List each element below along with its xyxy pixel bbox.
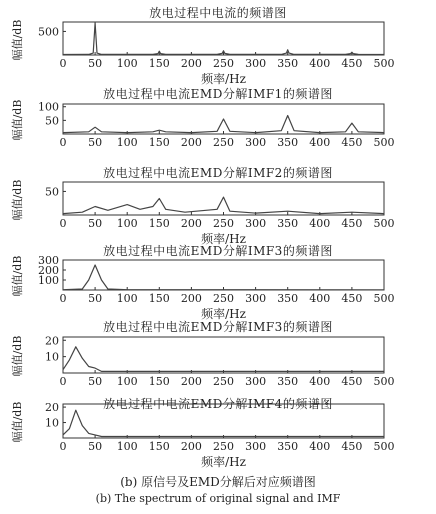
x-tick-label: 300 (245, 292, 267, 305)
chart-title: 放电过程中电流EMD分解IMF4的频谱图 (103, 397, 333, 411)
x-tick-label: 100 (116, 57, 138, 70)
x-tick-label: 400 (309, 375, 331, 388)
caption-en: (b) The spectrum of original signal and IMF (95, 492, 341, 505)
x-tick-label: 300 (245, 136, 267, 149)
chart-title: 放电过程中电流EMD分解IMF2的频谱图 (103, 166, 333, 180)
x-tick-label: 0 (59, 292, 67, 305)
plot-frame (63, 404, 384, 438)
x-axis-label: 频率/Hz (201, 307, 246, 321)
x-tick-label: 350 (277, 217, 299, 230)
x-tick-label: 450 (341, 440, 363, 453)
x-tick-label: 500 (373, 375, 395, 388)
x-tick-label: 100 (116, 217, 138, 230)
y-tick-label: 10 (45, 350, 59, 364)
x-tick-label: 150 (148, 136, 170, 149)
x-tick-label: 400 (309, 136, 331, 149)
x-tick-label: 200 (180, 217, 202, 230)
y-axis-label: 幅值/dB (11, 255, 24, 297)
x-tick-label: 400 (309, 217, 331, 230)
x-tick-label: 350 (277, 136, 299, 149)
x-tick-label: 200 (180, 57, 202, 70)
y-tick-label: 10 (45, 416, 59, 430)
x-tick-label: 500 (373, 292, 395, 305)
x-tick-label: 300 (245, 217, 267, 230)
x-tick-label: 0 (59, 57, 67, 70)
x-tick-label: 350 (277, 292, 299, 305)
x-tick-label: 150 (148, 57, 170, 70)
y-axis-label: 幅值/dB (11, 179, 24, 220)
x-tick-label: 0 (59, 440, 67, 453)
x-tick-label: 50 (88, 440, 103, 453)
x-tick-label: 250 (213, 292, 234, 305)
x-tick-label: 250 (213, 217, 234, 230)
chart-title: 放电过程中电流的频谱图 (149, 6, 287, 20)
y-tick-label: 500 (38, 25, 59, 39)
x-tick-label: 500 (373, 217, 395, 230)
x-tick-label: 0 (59, 217, 67, 230)
x-tick-label: 50 (88, 217, 103, 230)
x-tick-label: 450 (341, 292, 363, 305)
x-tick-label: 200 (180, 136, 202, 149)
x-tick-label: 450 (341, 375, 363, 388)
x-tick-label: 50 (88, 136, 103, 149)
x-tick-label: 250 (213, 57, 234, 70)
x-tick-label: 150 (148, 217, 170, 230)
y-tick-label: 300 (38, 254, 59, 267)
x-tick-label: 50 (88, 375, 103, 388)
x-axis-label: 频率/Hz (201, 455, 246, 469)
x-tick-label: 500 (373, 57, 395, 70)
x-tick-label: 200 (180, 292, 202, 305)
x-tick-label: 400 (309, 440, 331, 453)
y-tick-label: 100 (38, 100, 59, 114)
x-tick-label: 50 (88, 292, 103, 305)
x-tick-label: 350 (277, 440, 299, 453)
x-tick-label: 500 (373, 136, 395, 149)
x-tick-label: 450 (341, 136, 363, 149)
x-tick-label: 400 (309, 57, 331, 70)
y-tick-label: 20 (45, 334, 59, 348)
x-tick-label: 300 (245, 57, 267, 70)
y-axis-label: 幅值/dB (11, 99, 24, 141)
x-axis-label: 频率/Hz (201, 232, 246, 246)
x-axis-label: 频率/Hz (201, 72, 246, 86)
x-tick-label: 100 (116, 375, 138, 388)
caption-cn: (b) 原信号及EMD分解后对应频谱图 (120, 475, 316, 489)
chart-title: 放电过程中电流EMD分解IMF3的频谱图 (103, 244, 333, 258)
x-tick-label: 200 (180, 375, 202, 388)
y-tick-label: 100 (38, 274, 59, 287)
y-tick-label: 50 (45, 185, 59, 199)
x-tick-label: 100 (116, 136, 138, 149)
x-tick-label: 350 (277, 375, 299, 388)
x-tick-label: 300 (245, 440, 267, 453)
y-tick-label: 50 (45, 114, 59, 128)
x-tick-label: 250 (213, 375, 234, 388)
x-tick-label: 0 (59, 375, 67, 388)
x-tick-label: 50 (88, 57, 103, 70)
y-axis-label: 幅值/dB (11, 19, 24, 60)
y-axis-label: 幅值/dB (11, 401, 24, 443)
x-tick-label: 300 (245, 375, 267, 388)
x-tick-label: 350 (277, 57, 299, 70)
x-tick-label: 500 (373, 440, 395, 453)
x-tick-label: 450 (341, 217, 363, 230)
x-tick-label: 0 (59, 136, 67, 149)
spectrum-line (63, 410, 384, 436)
x-tick-label: 100 (116, 292, 138, 305)
x-tick-label: 400 (309, 292, 331, 305)
y-tick-label: 200 (38, 264, 59, 277)
x-tick-label: 150 (148, 375, 170, 388)
y-tick-label: 20 (45, 401, 59, 415)
x-tick-label: 150 (148, 440, 170, 453)
y-axis-label: 幅值/dB (11, 335, 24, 377)
x-tick-label: 450 (341, 57, 363, 70)
x-tick-label: 250 (213, 440, 234, 453)
x-tick-label: 200 (180, 440, 202, 453)
x-tick-label: 100 (116, 440, 138, 453)
chart-title: 放电过程中电流EMD分解IMF3的频谱图 (103, 320, 333, 334)
x-tick-label: 150 (148, 292, 170, 305)
x-tick-label: 250 (213, 136, 234, 149)
chart-title: 放电过程中电流EMD分解IMF1的频谱图 (103, 87, 333, 101)
